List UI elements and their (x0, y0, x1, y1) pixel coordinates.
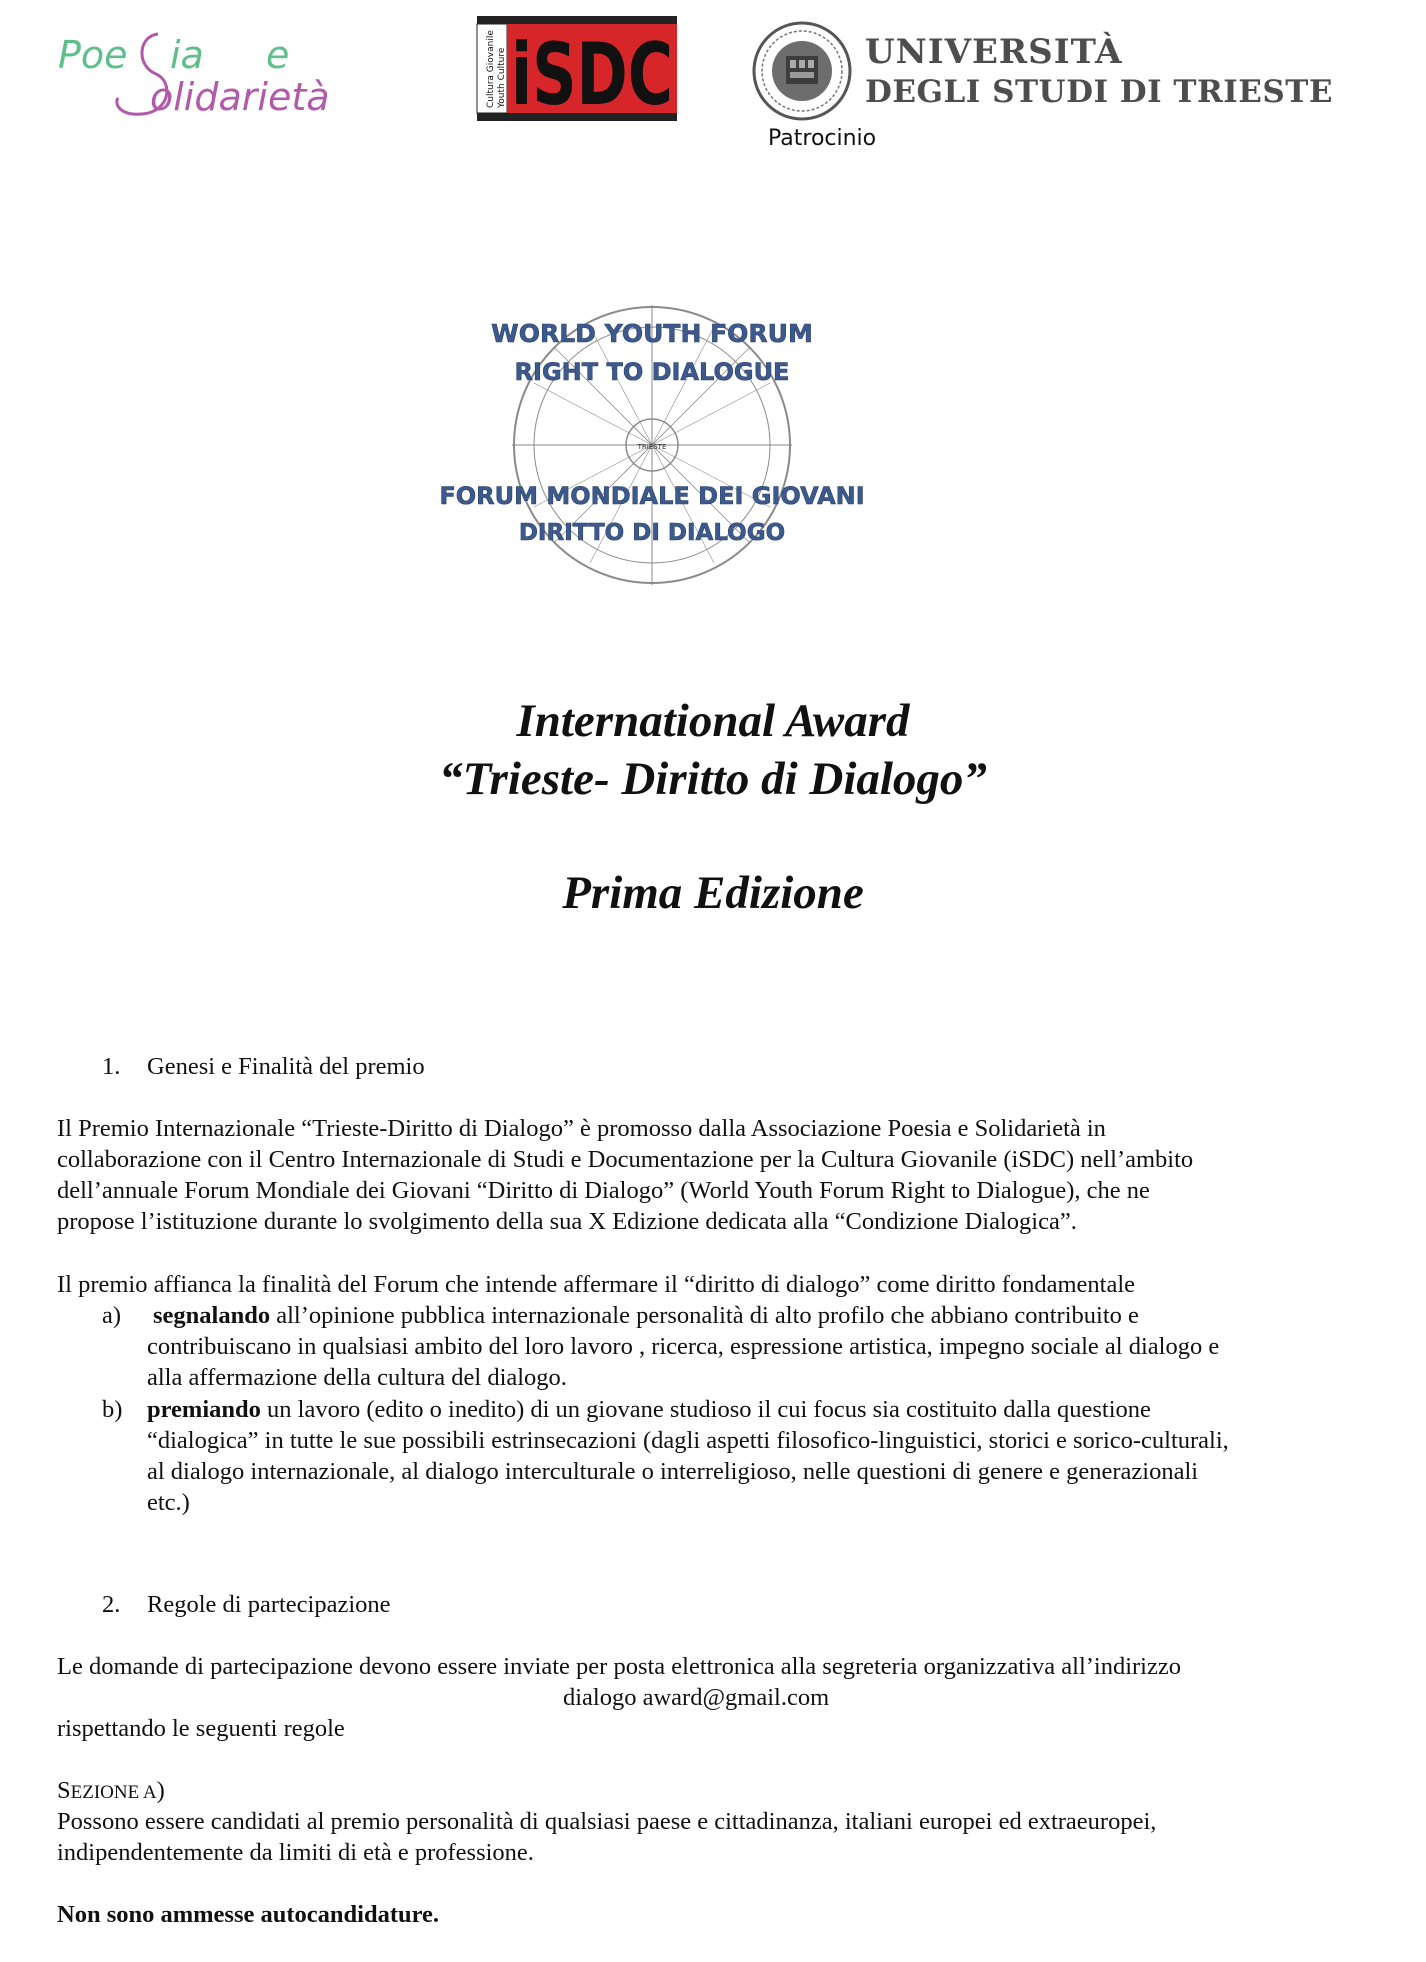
poesia-solidarieta-logo (58, 26, 418, 126)
item-a-letter: a) (102, 1302, 122, 1329)
sezione-cap: S (57, 1777, 71, 1804)
item-b-bold: premiando (147, 1396, 261, 1423)
forum-logo-line2: RIGHT TO DIALOGUE (514, 358, 790, 386)
email-address: dialogo award@gmail.com (563, 1684, 830, 1711)
sezione-heading (57, 1775, 165, 1809)
item-b-first-text: un lavoro (edito o inedito) di un giovane studioso il cui focus sia costituito dalla questione (260, 1396, 1151, 1423)
item-a-first-text: all’opinione pubblica internazionale personalità di alto profilo che abbiano contribuito e (270, 1302, 1139, 1329)
section2-line1: Le domande di partecipazione devono essere inviate per posta elettronica alla segreteria organizzativa all’indirizzo (57, 1653, 1181, 1680)
isdc-brand-text: iSDC (511, 25, 673, 125)
university-name-line2: DEGLI STUDI DI TRIESTE (865, 74, 1333, 110)
forum-logo-center-text: TRIESTE (637, 443, 667, 451)
title-line1: International Award (516, 695, 910, 747)
item-a-line: contribuiscano in qualsiasi ambito del loro lavoro , ricerca, espressione artistica, impegno sociale al dialogo e (147, 1333, 1220, 1360)
section1-heading: Genesi e Finalità del premio (147, 1053, 425, 1080)
title-line3: Prima Edizione (562, 867, 864, 919)
section1-paragraph2: Il premio affianca la finalità del Forum che intende affermare il “diritto di dialogo” come diritto fondamentale (57, 1271, 1136, 1298)
university-seal-icon (750, 16, 860, 126)
forum-logo-line1: WORLD YOUTH FORUM (491, 319, 813, 348)
isdc-vertical-text-1: Cultura Giovanile (486, 30, 496, 108)
item-a-first-line (153, 1300, 1139, 1332)
section2-heading: Regole di partecipazione (147, 1591, 391, 1618)
item-b-line: etc.) (147, 1489, 190, 1516)
logo-word-poe: Poe (58, 33, 128, 77)
university-logo (750, 16, 1333, 126)
section1-paragraph1-line: propose l’istituzione durante lo svolgimento della sua X Edizione dedicata alla “Condizione Dialogica”. (57, 1208, 1077, 1235)
item-a-line: alla affermazione della cultura del dialogo. (147, 1364, 567, 1391)
forum-logo-line4: DIRITTO DI DIALOGO (518, 520, 786, 546)
sezione-text-line: Possono essere candidati al premio personalità di qualsiasi paese e cittadinanza, italiani europei ed extraeuropei, (57, 1808, 1157, 1835)
isdc-vertical-text-2: Youth Culture (497, 47, 507, 108)
item-b-line: “dialogica” in tutte le sue possibili estrinsecazioni (dagli aspetti filosofico-linguistici, storici e sorico-culturali, (147, 1427, 1229, 1454)
logo-word-solidarieta: olidarietà (150, 75, 330, 119)
isdc-logo (477, 16, 677, 125)
logo-word-ia: ia (170, 33, 204, 77)
item-a-bold: segnalando (153, 1302, 271, 1329)
title-line2: “Trieste- Diritto di Dialogo” (439, 753, 987, 805)
sezione-small-caps: EZIONE A (70, 1782, 157, 1803)
section1-paragraph1-line: collaborazione con il Centro Internazionale di Studi e Documentazione per la Cultura Giovanile (iSDC) nell’ambito (57, 1146, 1194, 1173)
logo-word-e: e (266, 33, 290, 77)
university-name-line1: UNIVERSITÀ (865, 32, 1123, 72)
item-b-first-line (147, 1394, 1151, 1426)
forum-logo (430, 282, 870, 592)
section1-paragraph1-line: Il Premio Internazionale “Trieste-Diritto di Dialogo” è promosso dalla Associazione Poesia e Solidarietà in (57, 1115, 1106, 1142)
patrocinio-label: Patrocinio (768, 126, 877, 151)
item-b-letter: b) (102, 1396, 123, 1423)
sezione-text-line: indipendentemente da limiti di età e professione. (57, 1839, 534, 1866)
forum-logo-line3: FORUM MONDIALE DEI GIOVANI (439, 482, 865, 510)
sezione-paren: ) (156, 1777, 165, 1804)
item-b-line: al dialogo internazionale, al dialogo interculturale o interreligioso, nelle questioni di genere e generazionali (147, 1458, 1199, 1485)
no-self-nomination-note: Non sono ammesse autocandidature. (57, 1901, 440, 1928)
section2-line3: rispettando le seguenti regole (57, 1715, 345, 1742)
section1-paragraph1-line: dell’annuale Forum Mondiale dei Giovani “Diritto di Dialogo” (World Youth Forum Right to Dialogue), che ne (57, 1177, 1150, 1204)
section1-number: 1. (102, 1053, 121, 1080)
section2-number: 2. (102, 1591, 121, 1618)
